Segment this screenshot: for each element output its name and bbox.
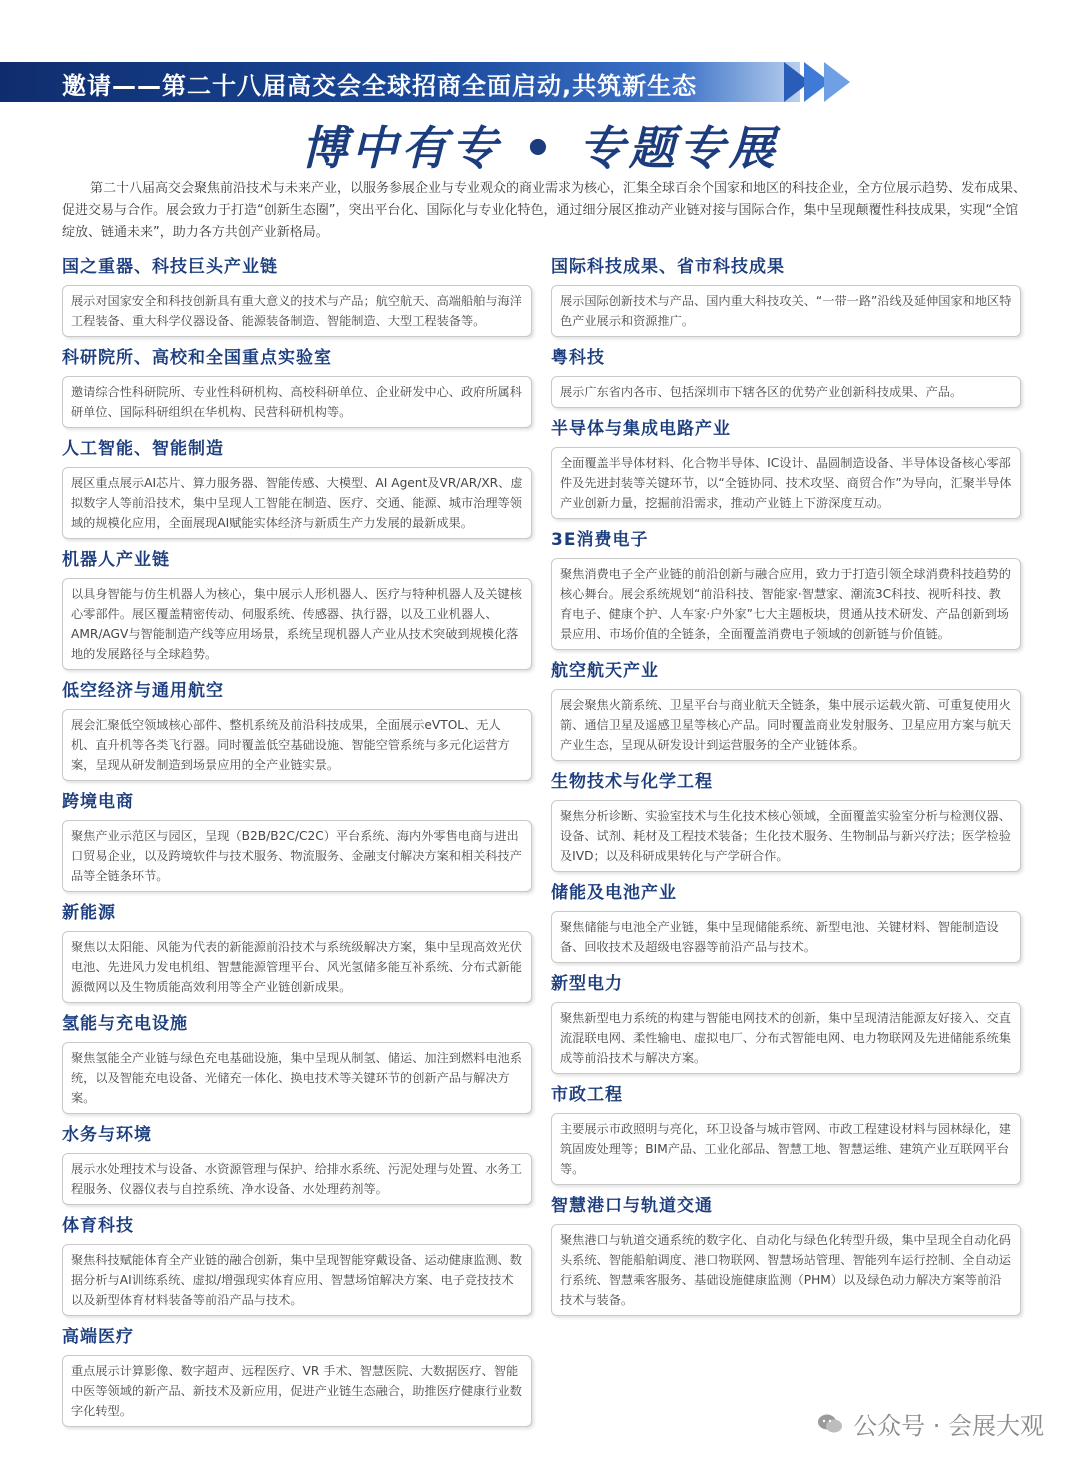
section-title: 科研院所、高校和全国重点实验室 — [62, 348, 332, 368]
section-title: 智慧港口与轨道交通 — [551, 1196, 713, 1216]
section-title: 跨境电商 — [62, 792, 134, 812]
section-description: 展会聚焦火箭系统、卫星平台与商业航天全链条，集中展示运载火箭、可重复使用火箭、通信卫星及遥感卫星等核心产品。同时覆盖商业发射服务、卫星应用方案与航天产业生态，呈现从研发设计到运营服务的全产业链体系。 — [551, 689, 1021, 761]
section-description: 展示对国家安全和科技创新具有重大意义的技术与产品；航空航天、高端船舶与海洋工程装备、重大科学仪器设备、能源装备制造、智能制造、大型工程装备等。 — [62, 285, 532, 337]
banner-title: 邀请——第二十八届高交会全球招商全面启动,共筑新生态 — [62, 72, 698, 100]
section-title: 氢能与充电设施 — [62, 1014, 188, 1034]
section-description: 聚焦以太阳能、风能为代表的新能源前沿技术与系统级解决方案，集中呈现高效光伏电池、先进风力发电机组、智慧能源管理平台、风光氢储多能互补系统、分布式新能源微网以及生物质能高效利用等全产业链创新成果。 — [62, 931, 532, 1003]
section-title: 人工智能、智能制造 — [62, 439, 224, 459]
section-description: 展示国际创新技术与产品、国内重大科技攻关、“一带一路”沿线及延伸国家和地区特色产业展示和资源推广。 — [551, 285, 1021, 337]
section-description: 重点展示计算影像、数字超声、远程医疗、VR 手术、智慧医院、大数据医疗、智能中医等领域的新产品、新技术及新应用，促进产业链生态融合，助推医疗健康行业数字化转型。 — [62, 1355, 532, 1427]
section-title: 国际科技成果、省市科技成果 — [551, 257, 785, 277]
section-description: 聚焦科技赋能体育全产业链的融合创新，集中呈现智能穿戴设备、运动健康监测、数据分析与AI训练系统、虚拟/增强现实体育应用、智慧场馆解决方案、电子竞技技术以及新型体育材料装备等前沿产品与技术。 — [62, 1244, 532, 1316]
section-description: 聚焦分析诊断、实验室技术与生化技术核心领域，全面覆盖实验室分析与检测仪器、设备、试剂、耗材及工程技术装备；生化技术服务、生物制品与新兴疗法；医学检验及IVD；以及科研成果转化与产学研合作。 — [551, 800, 1021, 872]
footer — [817, 1406, 1044, 1441]
subtitle-left: 博中有专 — [301, 121, 502, 175]
section-description: 展区重点展示AI芯片、算力服务器、智能传感、大模型、AI Agent及VR/AR/XR、虚拟数字人等前沿技术，集中呈现人工智能在制造、医疗、交通、能源、城市治理等领域的规模化应用，全面展现AI赋能实体经济与新质生产力发展的最新成果。 — [62, 467, 532, 539]
section-title: 体育科技 — [62, 1216, 134, 1236]
section-title: 储能及电池产业 — [551, 883, 677, 903]
section-description: 全面覆盖半导体材料、化合物半导体、IC设计、晶圆制造设备、半导体设备核心零部件及先进封装等关键环节，以“全链协同、技术攻坚、商贸合作”为导向，汇聚半导体产业创新力量，挖掘前沿需求，推动产业链上下游深度互动。 — [551, 447, 1021, 519]
section-title: 航空航天产业 — [551, 661, 659, 681]
header-banner — [0, 62, 880, 102]
section-title: 低空经济与通用航空 — [62, 681, 224, 701]
section-title: 市政工程 — [551, 1085, 623, 1105]
section-title: 国之重器、科技巨头产业链 — [62, 257, 278, 277]
section-description: 邀请综合性科研院所、专业性科研机构、高校科研单位、企业研发中心、政府所属科研单位、国际科研组织在华机构、民营科研机构等。 — [62, 376, 532, 428]
section-description: 展示水处理技术与设备、水资源管理与保护、给排水系统、污泥处理与处置、水务工程服务、仪器仪表与自控系统、净水设备、水处理药剂等。 — [62, 1153, 532, 1205]
section-title: 新型电力 — [551, 974, 623, 994]
section-description: 聚焦消费电子全产业链的前沿创新与融合应用，致力于打造引领全球消费科技趋势的核心舞台。展会系统规划“前沿科技、智能家·智慧家、潮流3C科技、视听科技、教育电子、健康个护、人车家·户外家”七大主题板块，贯通从技术研发、产品创新到场景应用、市场价值的全链条，全面覆盖消费电子领域的创新链与价值链。 — [551, 558, 1021, 650]
intro-paragraph: 第二十八届高交会聚焦前沿技术与未来产业，以服务参展企业与专业观众的商业需求为核心，汇集全球百余个国家和地区的科技企业，全方位展示趋势、发布成果、促进交易与合作。展会致力于打造“创新生态圈”，突出平台化、国际化与专业化特色，通过细分展区推动产业链对接与国际合作，集中呈现颠覆性科技成果，实现“全馆绽放、链通未来”，助力各方共创产业新格局。 — [62, 181, 1027, 240]
section-title: 水务与环境 — [62, 1125, 152, 1145]
section-title: 3E消费电子 — [551, 530, 649, 550]
chevron-right-icon — [790, 62, 850, 106]
section-description: 以具身智能与仿生机器人为核心，集中展示人形机器人、医疗与特种机器人及关键核心零部件。展区覆盖精密传动、伺服系统、传感器、执行器，以及工业机器人、AMR/AGV与智能制造产线等应用场景，系统呈现机器人产业从技术突破到规模化落地的发展路径与全球趋势。 — [62, 578, 532, 670]
section-title: 生物技术与化学工程 — [551, 772, 713, 792]
wechat-icon — [817, 1413, 843, 1435]
section-title: 粤科技 — [551, 348, 605, 368]
dot-icon: • — [523, 121, 557, 175]
section-description: 聚焦氢能全产业链与绿色充电基础设施，集中呈现从制氢、储运、加注到燃料电池系统，以及智能充电设备、光储充一体化、换电技术等关键环节的创新产品与解决方案。 — [62, 1042, 532, 1114]
left-column — [62, 255, 532, 1436]
section-description: 聚焦产业示范区与园区，呈现（B2B/B2C/C2C）平台系统、海内外零售电商与进出口贸易企业，以及跨境软件与技术服务、物流服务、金融支付解决方案和相关科技产品等全链条环节。 — [62, 820, 532, 892]
section-description: 主要展示市政照明与亮化，环卫设备与城市管网、市政工程建设材料与园林绿化，建筑固废处理等；BIM产品、工业化部品、智慧工地、智慧运维、建筑产业互联网平台等。 — [551, 1113, 1021, 1185]
section-title: 半导体与集成电路产业 — [551, 419, 731, 439]
section-title: 高端医疗 — [62, 1327, 134, 1347]
right-column — [551, 255, 1021, 1325]
section-description: 聚焦储能与电池全产业链，集中呈现储能系统、新型电池、关键材料、智能制造设备、回收技术及超级电容器等前沿产品与技术。 — [551, 911, 1021, 963]
section-description: 展会汇聚低空领域核心部件、整机系统及前沿科技成果，全面展示eVTOL、无人机、直升机等各类飞行器。同时覆盖低空基础设施、智能空管系统与多元化运营方案，呈现从研发制造到场景应用的全产业链实景。 — [62, 709, 532, 781]
subtitle-right: 专题专展 — [578, 121, 779, 175]
section-description: 聚焦新型电力系统的构建与智能电网技术的创新，集中呈现清洁能源友好接入、交直流混联电网、柔性输电、虚拟电厂、分布式智能电网、电力物联网及先进储能系统集成等前沿技术与解决方案。 — [551, 1002, 1021, 1074]
footer-text: 公众号 · 会展大观 — [853, 1412, 1044, 1440]
section-description: 展示广东省内各市、包括深圳市下辖各区的优势产业创新科技成果、产品。 — [551, 376, 1021, 408]
section-title: 机器人产业链 — [62, 550, 170, 570]
section-description: 聚焦港口与轨道交通系统的数字化、自动化与绿色化转型升级，集中呈现全自动化码头系统、智能船舶调度、港口物联网、智慧场站管理、智能列车运行控制、全自动运行系统、智慧乘客服务、基础设施健康监测（PHM）以及绿色动力解决方案等前沿技术与装备。 — [551, 1224, 1021, 1316]
section-title: 新能源 — [62, 903, 116, 923]
page-subtitle — [0, 112, 1080, 178]
